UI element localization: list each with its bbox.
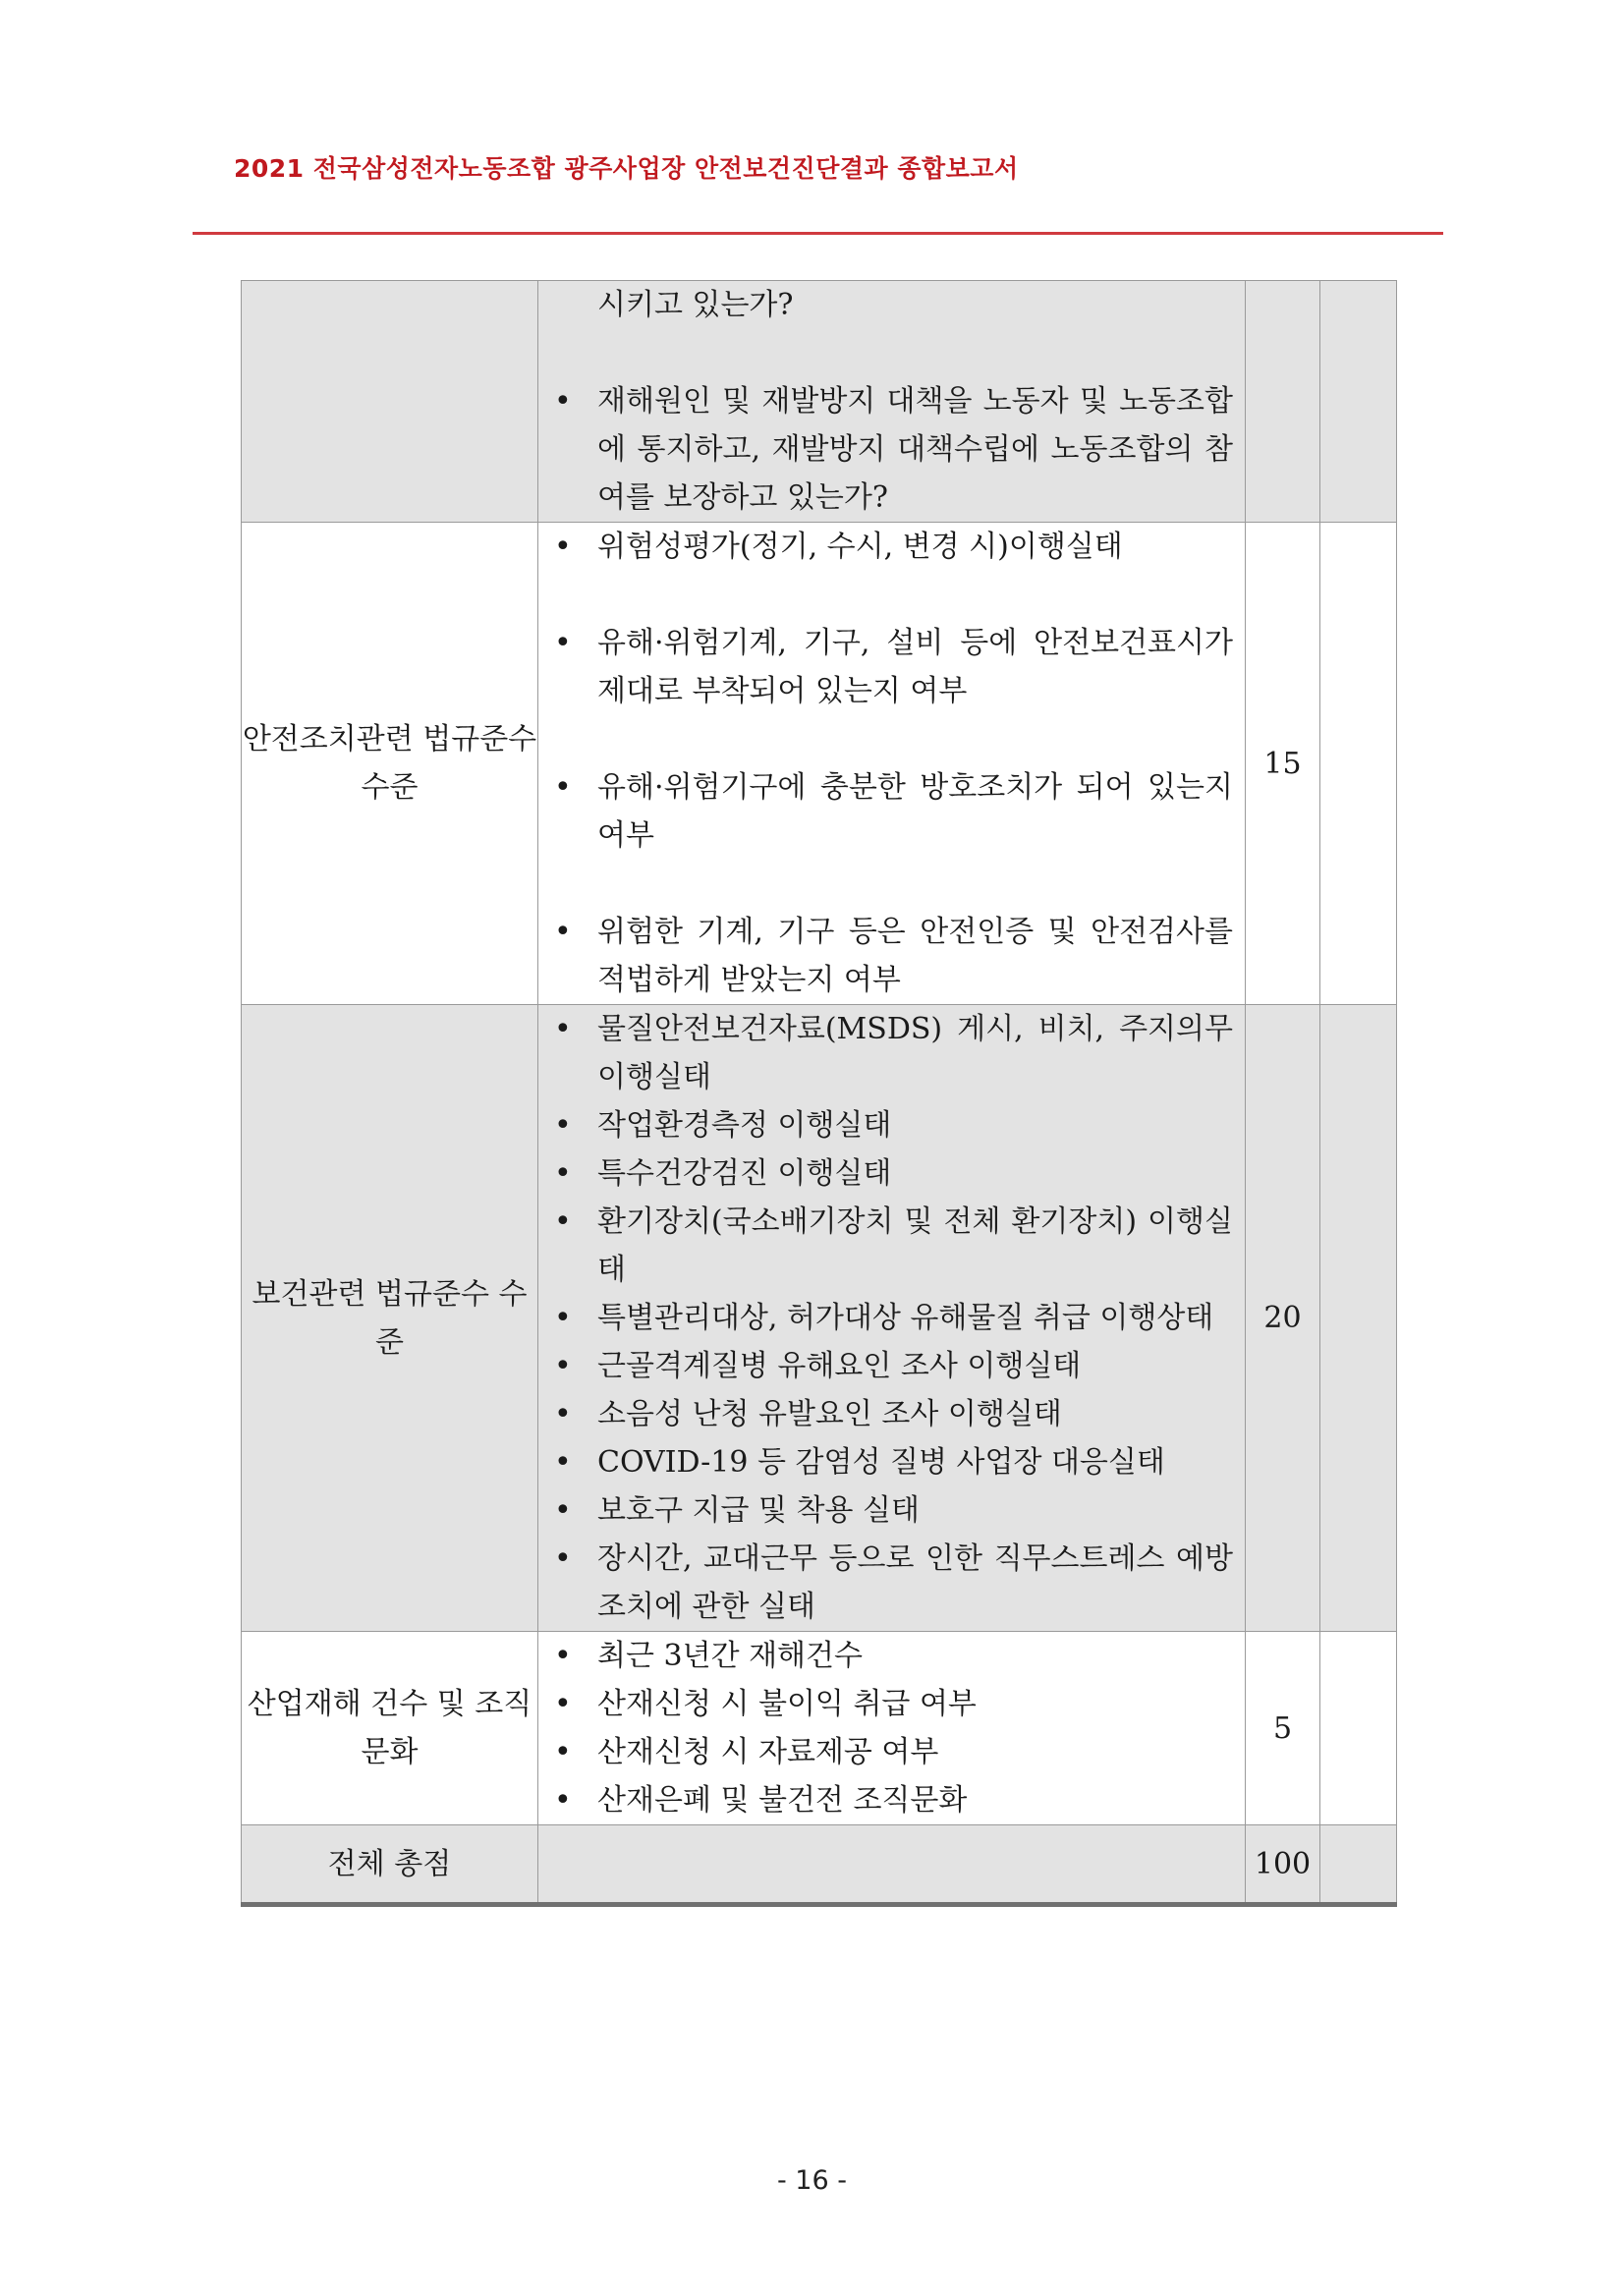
list-item: • 물질안전보건자료(MSDS) 게시, 비치, 주지의무 이행실태 (597, 1005, 1233, 1101)
page-number: - 16 - (776, 2165, 847, 2196)
criteria-list (538, 1005, 1245, 1631)
list-item: • 소음성 난청 유발요인 조사 이행실태 (597, 1390, 1233, 1438)
empty-cell (1320, 1005, 1397, 1632)
list-item: • 특별관리대상, 허가대상 유해물질 취급 이행상태 (597, 1294, 1233, 1342)
empty-cell (1320, 523, 1397, 1005)
total-label: 전체 총점 (242, 1825, 538, 1905)
criteria-cell (538, 1632, 1246, 1825)
list-item: • 보호구 지급 및 착용 실태 (597, 1486, 1233, 1535)
list-item: • 작업환경측정 이행실태 (597, 1101, 1233, 1149)
category-cell: 산업재해 건수 및 조직문화 (242, 1632, 538, 1825)
list-item: • COVID-19 등 감염성 질병 사업장 대응실태 (597, 1438, 1233, 1486)
list-item: • 환기장치(국소배기장치 및 전체 환기장치) 이행실태 (597, 1198, 1233, 1294)
list-item: • 산재신청 시 불이익 취급 여부 (597, 1680, 1233, 1728)
evaluation-table (241, 280, 1397, 1907)
list-item: 시키고 있는가? (597, 288, 794, 322)
score-cell: 5 (1246, 1632, 1320, 1825)
list-item: • 재해원인 및 재발방지 대책을 노동자 및 노동조합에 통지하고, 재발방지 대책수립에 노동조합의 참여를 보장하고 있는가? (597, 377, 1233, 522)
list-item: • 최근 3년간 재해건수 (597, 1632, 1233, 1680)
list-item: • 장시간, 교대근무 등으로 인한 직무스트레스 예방조치에 관한 실태 (597, 1535, 1233, 1631)
empty-cell (1320, 1825, 1397, 1905)
category-cell (242, 281, 538, 523)
criteria-list (538, 1632, 1245, 1824)
criteria-cell (538, 1005, 1246, 1632)
table-row (242, 1632, 1397, 1825)
list-item: • 유해·위험기구에 충분한 방호조치가 되어 있는지 여부 (597, 763, 1233, 860)
total-row (242, 1825, 1397, 1905)
table-row (242, 1005, 1397, 1632)
score-cell: 15 (1246, 523, 1320, 1005)
list-item: • 근골격계질병 유해요인 조사 이행실태 (597, 1342, 1233, 1390)
criteria-list (538, 281, 1245, 522)
total-score: 100 (1246, 1825, 1320, 1905)
criteria-list (538, 523, 1245, 1004)
criteria-cell (538, 281, 1246, 523)
table-row (242, 281, 1397, 523)
table-row (242, 523, 1397, 1005)
report-title: 2021 전국삼성전자노동조합 광주사업장 안전보건진단결과 종합보고서 (234, 154, 1019, 183)
list-item: • 위험성평가(정기, 수시, 변경 시)이행실태 (597, 523, 1233, 571)
category-cell: 보건관련 법규준수 수준 (242, 1005, 538, 1632)
empty-cell (538, 1825, 1246, 1905)
score-cell: 20 (1246, 1005, 1320, 1632)
list-item: • 유해·위험기계, 기구, 설비 등에 안전보건표시가 제대로 부착되어 있는지 여부 (597, 619, 1233, 715)
list-item: • 위험한 기계, 기구 등은 안전인증 및 안전검사를 적법하게 받았는지 여부 (597, 908, 1233, 1004)
empty-cell (1320, 281, 1397, 523)
criteria-cell (538, 523, 1246, 1005)
list-item: • 특수건강검진 이행실태 (597, 1149, 1233, 1198)
list-item: • 산재신청 시 자료제공 여부 (597, 1728, 1233, 1776)
empty-cell (1320, 1632, 1397, 1825)
score-cell (1246, 281, 1320, 523)
category-cell: 안전조치관련 법규준수 수준 (242, 523, 538, 1005)
list-item: • 산재은폐 및 불건전 조직문화 (597, 1776, 1233, 1824)
header-divider (193, 232, 1443, 235)
